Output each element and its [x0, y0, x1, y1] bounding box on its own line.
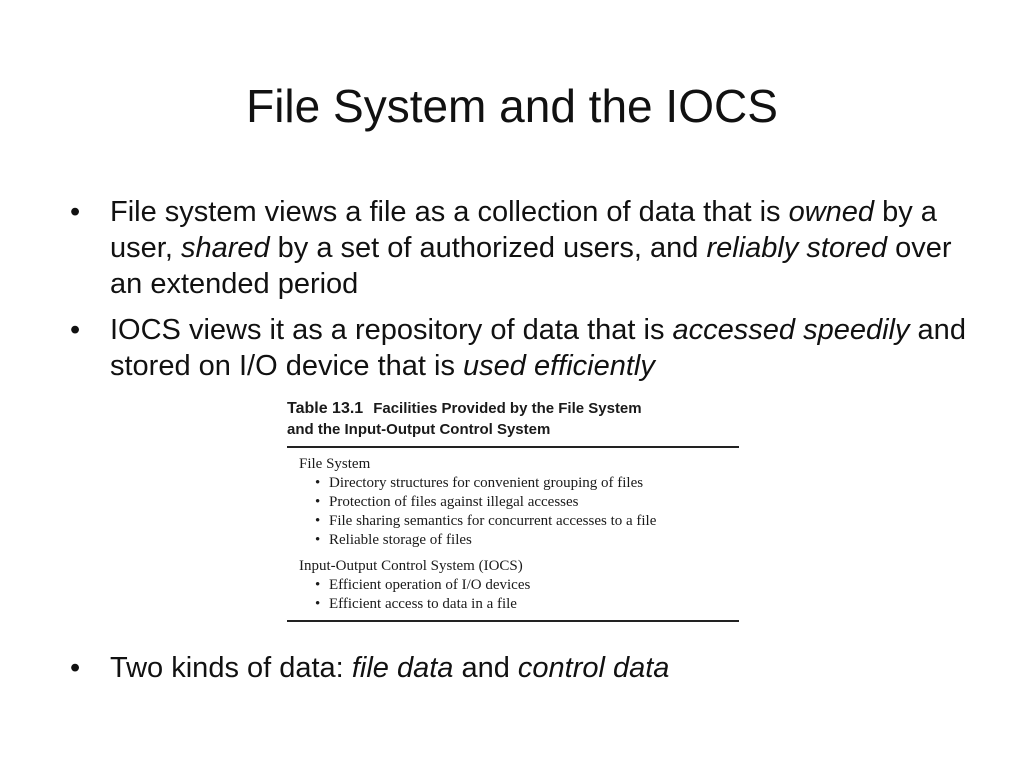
bullet-file-system-view	[70, 194, 970, 302]
slide-title: File System and the IOCS	[246, 80, 778, 132]
table-bottom-rule	[287, 620, 739, 622]
text-span: Two kinds of data:	[110, 652, 352, 684]
emphasis-shared: shared	[180, 232, 270, 264]
table-group-file-system	[287, 448, 739, 550]
facilities-table-figure	[287, 398, 739, 622]
table-item	[299, 493, 739, 512]
table-caption-line1: Facilities Provided by the File System	[373, 400, 642, 417]
table-bullet: •	[315, 596, 321, 612]
table-item-text: Protection of files against illegal accesses	[329, 494, 579, 510]
table-bullet: •	[315, 532, 321, 548]
table-item	[299, 531, 739, 550]
table-bullet: •	[315, 494, 321, 510]
text-span: IOCS views it as a repository of data that is	[110, 314, 673, 346]
table-bullet: •	[315, 513, 321, 529]
table-caption-line2: and the Input-Output Control System	[287, 421, 551, 438]
table-group-title: File System	[299, 456, 371, 472]
table-item-text: Reliable storage of files	[329, 532, 472, 548]
table-group-title: Input-Output Control System (IOCS)	[299, 558, 523, 574]
table-group-iocs	[287, 550, 739, 620]
bullet-text	[110, 650, 970, 686]
table-item-text: File sharing semantics for concurrent accesses to a file	[329, 513, 657, 529]
emphasis-owned: owned	[788, 196, 875, 228]
text-span: over an extended period	[110, 232, 952, 300]
table-item	[299, 595, 739, 614]
table-number: Table 13.1	[287, 400, 364, 417]
text-span: and	[453, 652, 518, 684]
bullet-marker: •	[70, 196, 81, 228]
bullet-marker: •	[70, 652, 81, 684]
text-span: and stored on I/O device that is	[110, 314, 966, 382]
bullet-iocs-view	[70, 312, 970, 384]
bullet-kinds-of-data	[70, 650, 970, 686]
emphasis-used-efficiently: used efficiently	[463, 350, 655, 382]
text-span: by a set of authorized users, and	[269, 232, 707, 264]
table-item	[299, 474, 739, 493]
emphasis-accessed-speedily: accessed speedily	[672, 314, 910, 346]
table-item	[299, 512, 739, 531]
table-bullet: •	[315, 475, 321, 491]
table-item	[299, 576, 739, 595]
text-span: File system views a file as a collection of data that is	[110, 196, 789, 228]
bullet-text	[110, 194, 970, 302]
table-item-text: Efficient operation of I/O devices	[329, 577, 531, 593]
table-bullet: •	[315, 577, 321, 593]
table-item-text: Efficient access to data in a file	[329, 596, 517, 612]
emphasis-file-data: file data	[351, 652, 454, 684]
bullet-marker: •	[70, 314, 81, 346]
bullet-text	[110, 312, 970, 384]
table-item-text: Directory structures for convenient grouping of files	[329, 475, 644, 491]
table-caption	[287, 398, 739, 440]
emphasis-control-data: control data	[517, 652, 670, 684]
emphasis-reliably-stored: reliably stored	[706, 232, 888, 264]
text-span: by a user,	[110, 196, 937, 264]
